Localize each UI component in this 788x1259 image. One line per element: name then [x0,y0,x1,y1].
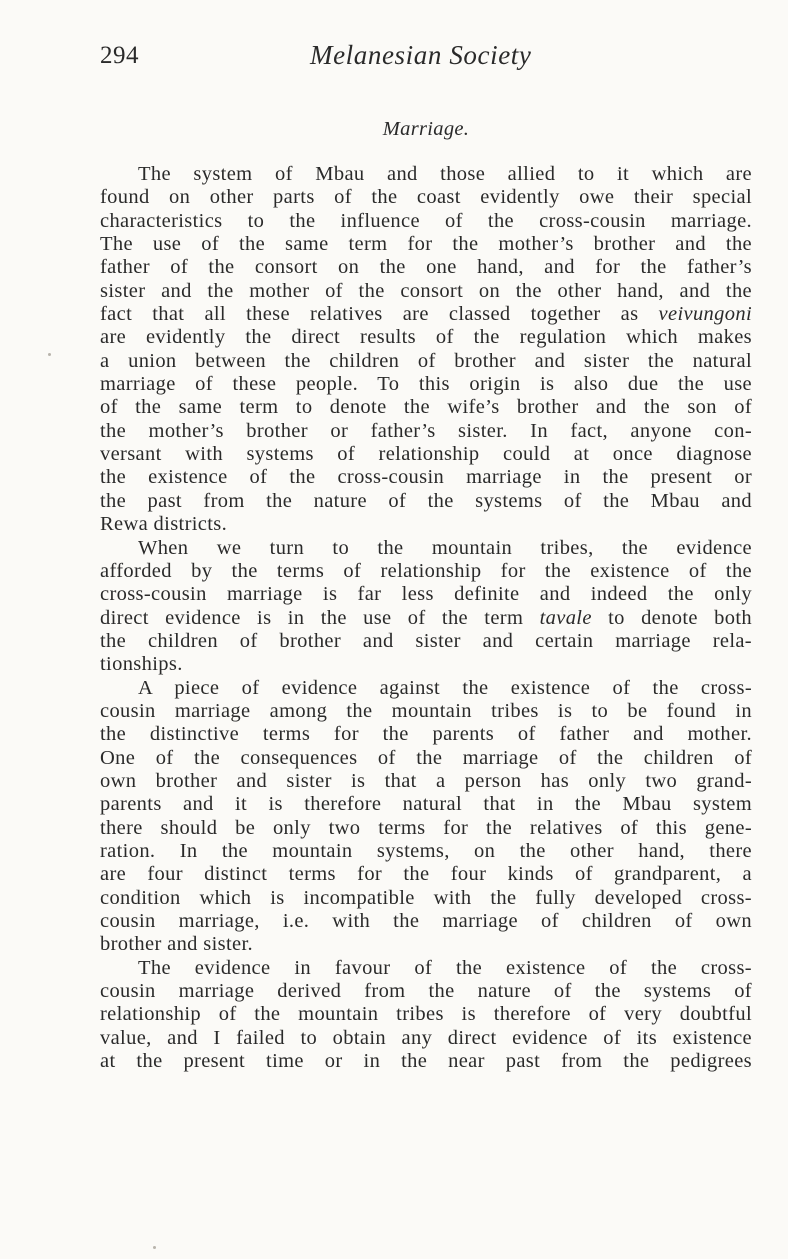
text-line: the past from the nature of the systems of the Mbau and [100,489,752,512]
text-line: the distinctive terms for the parents of father and mother. [100,723,752,746]
text-line: One of the consequences of the marriage of the children of [100,746,752,769]
text-line: ration. In the mountain systems, on the other hand, there [100,839,752,862]
text-line: The system of Mbau and those allied to it which are [138,163,752,185]
text-line: The evidence in favour of the existence of the cross- [138,956,752,979]
text-line: found on other parts of the coast evidently owe their special [100,186,752,209]
text-line: cross-cousin marriage is far less definite and indeed the only [100,583,752,606]
text-line: condition which is incompatible with the fully developed cross- [100,886,752,909]
book-title: Melanesian Society [310,40,532,70]
text-line-end: to denote both [591,606,752,629]
text-line: versant with systems of relationship could at once diagnose [100,443,752,466]
text-line: afforded by the terms of relationship for the existence of the [100,559,752,582]
text-line: of the same term to denote the wife’s brother and the son of [100,396,752,419]
text-line: own brother and sister is that a person has only two grand- [100,769,752,792]
text-line: at the present time or in the near past from the pedigrees [100,1050,752,1073]
running-head [100,40,752,80]
text-line: When we turn to the mountain tribes, the evidence [138,536,752,559]
text-line: are evidently the direct results of the regulation which makes [100,326,752,349]
body-text [100,163,752,1073]
text-line [100,607,752,630]
text-line: brother and sister. [100,933,253,956]
italic-term-tavale: tavale [539,606,592,629]
paragraph-4 [100,957,752,1074]
text-line: cousin marriage among the mountain tribes is to be found in [100,699,752,722]
text-line-start: fact that all these relatives are classed together as [100,303,659,326]
text-line-start: direct evidence is in the use of the term [100,606,540,629]
text-line: the mother’s brother or father’s sister. In fact, anyone con- [100,419,752,442]
text-line: sister and the mother of the consort on the other hand, and the [100,279,752,302]
text-line: relationship of the mountain tribes is therefore of very doubtful [100,1003,752,1026]
text-line: A piece of evidence against the existence of the cross- [138,676,752,699]
section-heading: Marriage. [382,118,470,140]
text-line: cousin marriage, i.e. with the marriage of children of own [100,910,752,932]
paragraph-1 [100,163,752,537]
text-line: father of the consort on the one hand, and for the father’s [100,256,752,279]
text-line: the children of brother and sister and certain marriage rela- [100,629,752,652]
text-line: marriage of these people. To this origin is also due the use [100,373,752,396]
paragraph-2 [100,537,752,677]
text-line: a union between the children of brother and sister the natural [100,349,752,372]
text-line: are four distinct terms for the four kinds of grandparent, a [100,863,752,886]
text-line: The use of the same term for the mother’s brother and the [100,233,752,256]
text-line [100,303,752,326]
italic-term-veivungoni: veivungoni [658,303,752,326]
paragraph-3 [100,677,752,957]
text-line: there should be only two terms for the relatives of this gene- [100,816,752,839]
page-number: 294 [100,42,139,69]
text-line: Rewa districts. [100,513,228,536]
text-line: the existence of the cross-cousin marriage in the present or [100,466,752,489]
paper-speck [153,1246,156,1249]
text-line: value, and I failed to obtain any direct evidence of its existence [100,1026,752,1049]
text-line: tionships. [100,653,183,676]
text-line: parents and it is therefore natural that in the Mbau system [100,793,752,816]
text-line: characteristics to the influence of the cross-cousin marriage. [100,209,752,232]
text-line: cousin marriage derived from the nature of the systems of [100,980,752,1003]
paper-speck [48,353,51,356]
